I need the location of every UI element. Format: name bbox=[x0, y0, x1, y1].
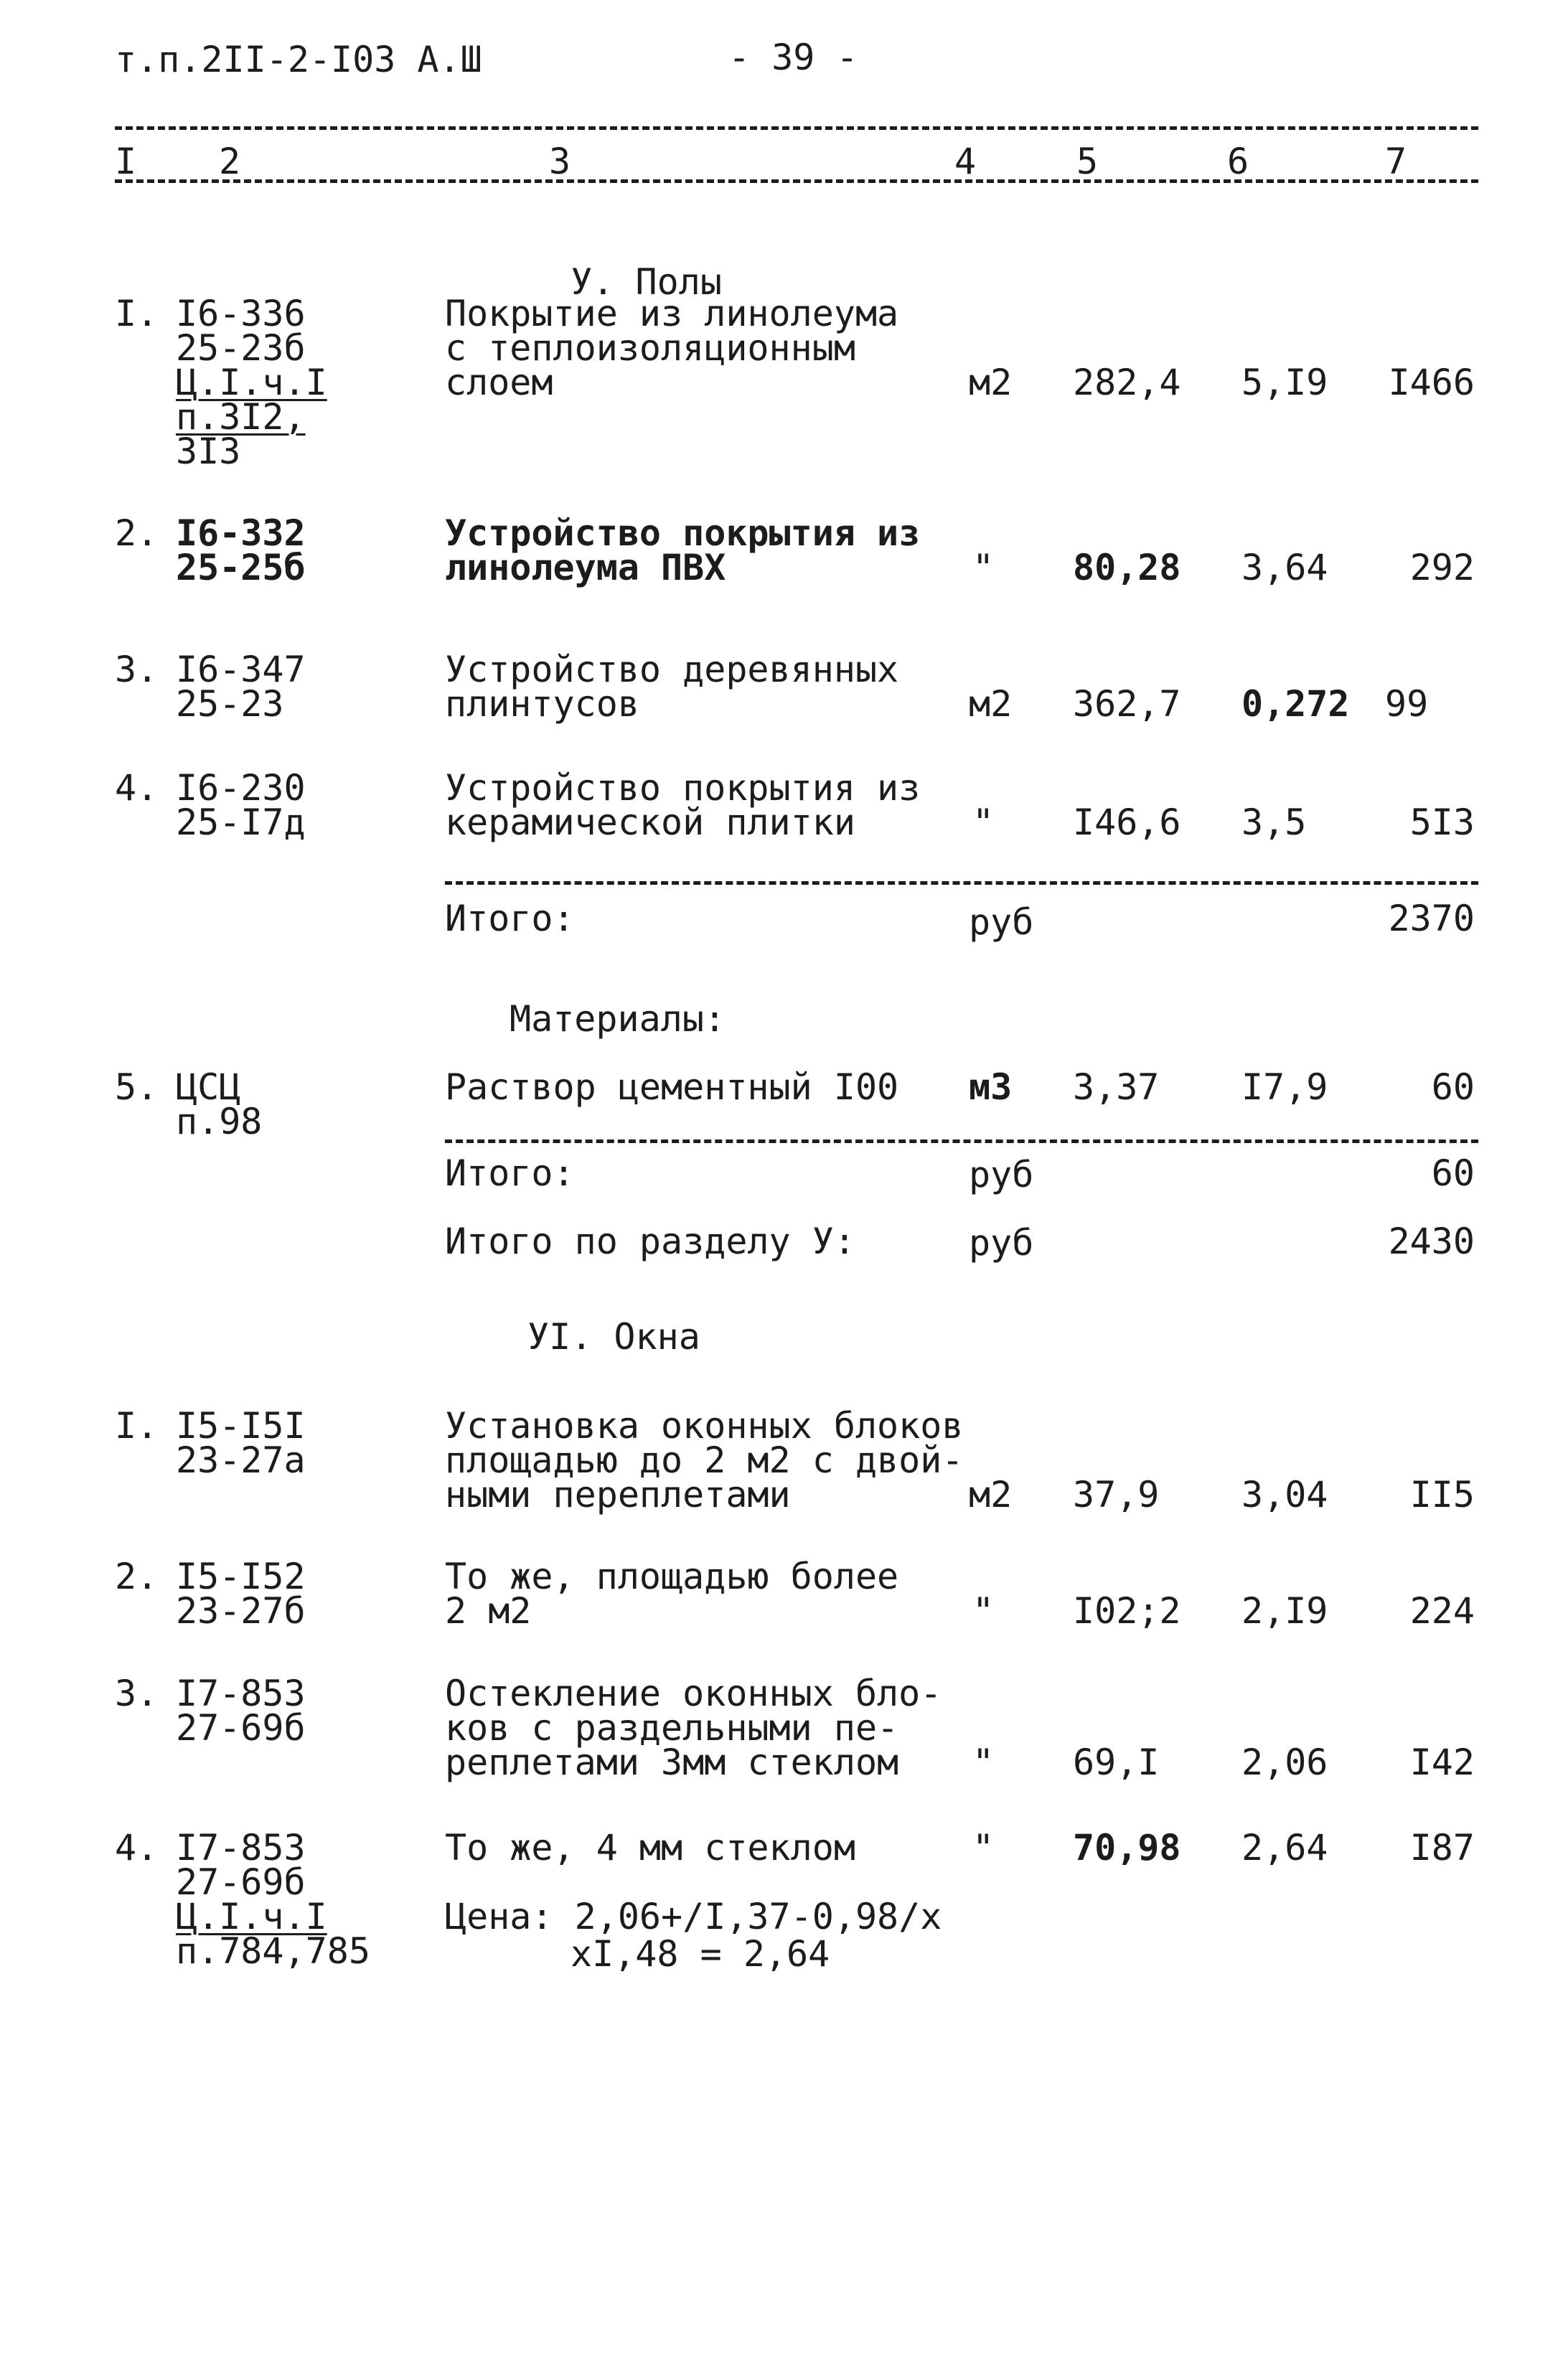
column-header-4: 4 bbox=[954, 141, 977, 182]
row-number: 2. bbox=[115, 1556, 159, 1597]
subtotal-label: Итого: bbox=[445, 1152, 575, 1194]
row-code: I7-853 bbox=[176, 1673, 306, 1714]
subtotal-unit: руб bbox=[969, 1154, 1034, 1195]
subtotal-rule bbox=[445, 881, 1478, 885]
row-description: 2 м2 bbox=[445, 1590, 532, 1632]
row-quantity: 282,4 bbox=[1073, 362, 1181, 403]
row-unit: " bbox=[972, 547, 995, 588]
row-total: I466 bbox=[1388, 362, 1475, 403]
row-price: 3,5 bbox=[1241, 802, 1307, 843]
row-number: 3. bbox=[115, 649, 159, 690]
row-code: Ц.I.ч.I bbox=[176, 1896, 327, 1937]
section-title bbox=[527, 228, 722, 303]
page-number: - 39 - bbox=[728, 37, 858, 78]
row-code: 25-23б bbox=[176, 327, 306, 369]
row-description: Раствор цементный I00 bbox=[445, 1066, 899, 1108]
row-code: п.3I2, bbox=[176, 396, 306, 438]
materials-title: Материалы: bbox=[510, 998, 726, 1040]
section-total-value: 2430 bbox=[1388, 1221, 1475, 1262]
column-header-3: 3 bbox=[549, 141, 571, 182]
top-rule bbox=[115, 126, 1478, 130]
row-total: 99 bbox=[1385, 683, 1429, 725]
row-code: Ц.I.ч.I bbox=[176, 362, 327, 403]
row-unit: " bbox=[972, 1827, 995, 1869]
row-description: ков с раздельными пе- bbox=[445, 1707, 899, 1749]
row-quantity: 362,7 bbox=[1073, 683, 1181, 725]
row-code: п.98 bbox=[176, 1101, 263, 1142]
row-description: То же, площадью более bbox=[445, 1556, 899, 1597]
row-unit: м2 bbox=[969, 1474, 1013, 1516]
row-total: 224 bbox=[1409, 1590, 1475, 1632]
row-unit: " bbox=[972, 1590, 995, 1632]
row-description: Устройство покрытия из bbox=[445, 767, 921, 809]
row-total: I42 bbox=[1409, 1742, 1475, 1783]
row-number: 3. bbox=[115, 1673, 159, 1714]
row-unit: " bbox=[972, 802, 995, 843]
subtotal-label: Итого: bbox=[445, 898, 575, 939]
row-code: 27-69б bbox=[176, 1707, 306, 1749]
row-description: реплетами 3мм стеклом bbox=[445, 1742, 899, 1783]
row-description: То же, 4 мм стеклом bbox=[445, 1827, 855, 1869]
row-price: 2,06 bbox=[1241, 1742, 1328, 1783]
row-number: 2. bbox=[115, 512, 159, 554]
subtotal-total: 2370 bbox=[1388, 898, 1475, 939]
row-quantity: I02;2 bbox=[1073, 1590, 1181, 1632]
row-number: 5. bbox=[115, 1066, 159, 1108]
row-code: ЦСЦ bbox=[176, 1066, 241, 1108]
row-code: 27-69б bbox=[176, 1861, 306, 1903]
row-code: I6-230 bbox=[176, 767, 306, 809]
row-quantity: 80,28 bbox=[1073, 547, 1181, 588]
row-description: Устройство покрытия из bbox=[445, 512, 921, 554]
row-total: 60 bbox=[1431, 1066, 1475, 1108]
subtotal-unit: руб bbox=[969, 901, 1034, 943]
row-number: 4. bbox=[115, 1827, 159, 1869]
column-header-7: 7 bbox=[1385, 141, 1407, 182]
row-code: 3I3 bbox=[176, 431, 241, 472]
document-reference: т.п.2II-2-I03 А.Ш bbox=[115, 39, 482, 80]
row-price: 0,272 bbox=[1241, 683, 1350, 725]
row-description: Установка оконных блоков bbox=[445, 1405, 964, 1447]
section-title-text: У. Полы bbox=[571, 261, 722, 303]
row-description: с теплоизоляционным bbox=[445, 327, 855, 369]
row-code: 25-25б bbox=[176, 547, 306, 588]
column-header-2: 2 bbox=[219, 141, 241, 182]
subtotal-total: 60 bbox=[1431, 1152, 1475, 1194]
materials-subtotal-rule bbox=[445, 1139, 1478, 1143]
row-code: 23-27а bbox=[176, 1439, 306, 1481]
price-note: Цена: 2,06+/I,37-0,98/х bbox=[445, 1896, 942, 1937]
row-description: ными переплетами bbox=[445, 1474, 791, 1516]
row-description: слоем bbox=[445, 362, 553, 403]
row-price: 3,64 bbox=[1241, 547, 1328, 588]
row-quantity: 37,9 bbox=[1073, 1474, 1160, 1516]
row-unit: " bbox=[972, 1742, 995, 1783]
row-unit: м3 bbox=[969, 1066, 1013, 1108]
row-code: 23-27б bbox=[176, 1590, 306, 1632]
price-note: хI,48 = 2,64 bbox=[571, 1933, 830, 1975]
row-price: I7,9 bbox=[1241, 1066, 1328, 1108]
row-description: площадью до 2 м2 с двой- bbox=[445, 1439, 964, 1481]
section-title: УI. Окна bbox=[527, 1316, 700, 1358]
row-unit: м2 bbox=[969, 683, 1013, 725]
column-header-1: I bbox=[115, 141, 137, 182]
row-description: Покрытие из линолеума bbox=[445, 293, 899, 334]
row-code: I6-332 bbox=[176, 512, 306, 554]
row-code: I7-853 bbox=[176, 1827, 306, 1869]
row-quantity: 69,I bbox=[1073, 1742, 1160, 1783]
row-price: 5,I9 bbox=[1241, 362, 1328, 403]
row-price: 2,I9 bbox=[1241, 1590, 1328, 1632]
row-description: плинтусов bbox=[445, 683, 639, 725]
header-rule bbox=[115, 179, 1478, 183]
row-code: 25-23 bbox=[176, 683, 284, 725]
row-description: Остекление оконных бло- bbox=[445, 1673, 942, 1714]
row-price: 3,04 bbox=[1241, 1474, 1328, 1516]
row-description: линолеума ПВХ bbox=[445, 547, 726, 588]
row-code: I6-347 bbox=[176, 649, 306, 690]
row-quantity: 70,98 bbox=[1073, 1827, 1181, 1869]
section-total-unit: руб bbox=[969, 1222, 1034, 1264]
row-total: 292 bbox=[1409, 547, 1475, 588]
row-code: I6-336 bbox=[176, 293, 306, 334]
row-total: 5I3 bbox=[1409, 802, 1475, 843]
row-price: 2,64 bbox=[1241, 1827, 1328, 1869]
row-code: 25-I7д bbox=[176, 802, 306, 843]
column-header-5: 5 bbox=[1076, 141, 1099, 182]
row-code: п.784,785 bbox=[176, 1930, 370, 1972]
row-description: Устройство деревянных bbox=[445, 649, 899, 690]
row-quantity: 3,37 bbox=[1073, 1066, 1160, 1108]
row-total: I87 bbox=[1409, 1827, 1475, 1869]
column-header-6: 6 bbox=[1227, 141, 1249, 182]
row-quantity: I46,6 bbox=[1073, 802, 1181, 843]
section-total-label: Итого по разделу У: bbox=[445, 1221, 855, 1262]
row-description: керамической плитки bbox=[445, 802, 855, 843]
row-total: II5 bbox=[1409, 1474, 1475, 1516]
row-unit: м2 bbox=[969, 362, 1013, 403]
row-number: 4. bbox=[115, 767, 159, 809]
row-code: I5-I5I bbox=[176, 1405, 306, 1447]
row-code: I5-I52 bbox=[176, 1556, 306, 1597]
row-number: I. bbox=[115, 293, 159, 334]
row-number: I. bbox=[115, 1405, 159, 1447]
